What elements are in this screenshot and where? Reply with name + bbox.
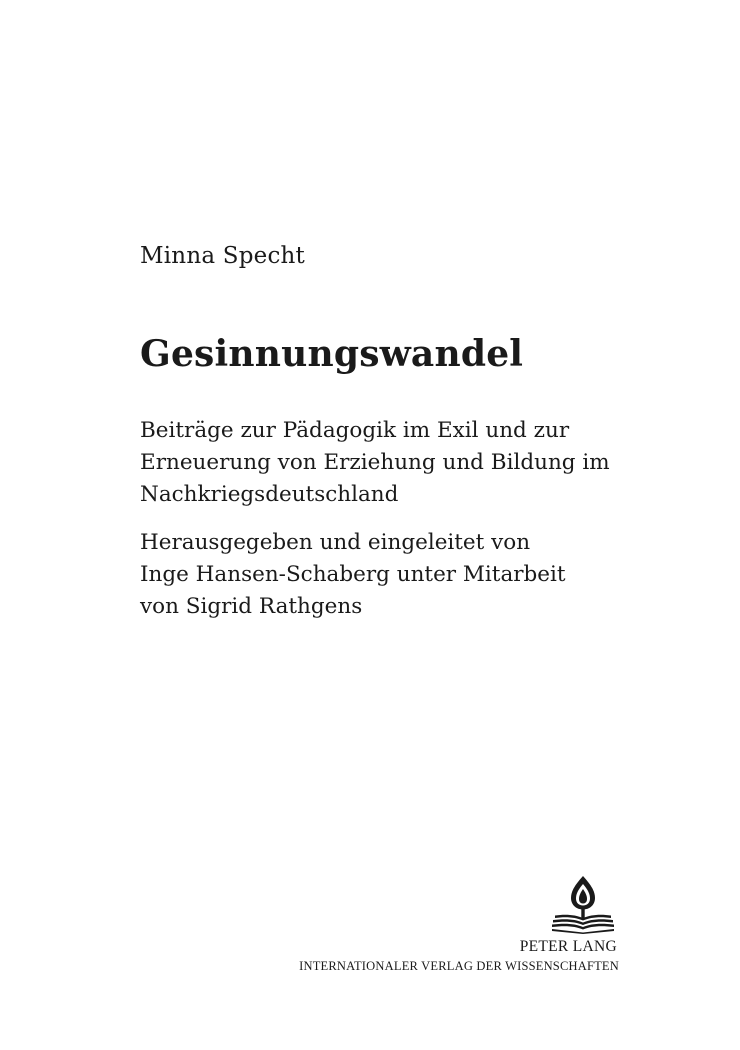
book-with-flame-logo-icon: [551, 874, 615, 934]
subtitle-line: Erneuerung von Erziehung und Bildung im: [140, 450, 610, 475]
editor-line: Herausgegeben und eingeleitet von: [140, 530, 531, 555]
editor-credit: [140, 527, 680, 623]
publisher-name: PETER LANG: [519, 938, 617, 955]
publisher-tagline: INTERNATIONALER VERLAG DER WISSENSCHAFTEN: [299, 959, 619, 973]
subtitle-line: Nachkriegsdeutschland: [140, 482, 399, 507]
editor-line: von Sigrid Rathgens: [140, 594, 363, 619]
subtitle-line: Beiträge zur Pädagogik im Exil und zur: [140, 418, 570, 443]
book-title: Gesinnungswandel: [140, 333, 524, 375]
author-name: Minna Specht: [140, 243, 305, 269]
book-subtitle: [140, 415, 680, 511]
editor-line: Inge Hansen-Schaberg unter Mitarbeit: [140, 562, 566, 587]
